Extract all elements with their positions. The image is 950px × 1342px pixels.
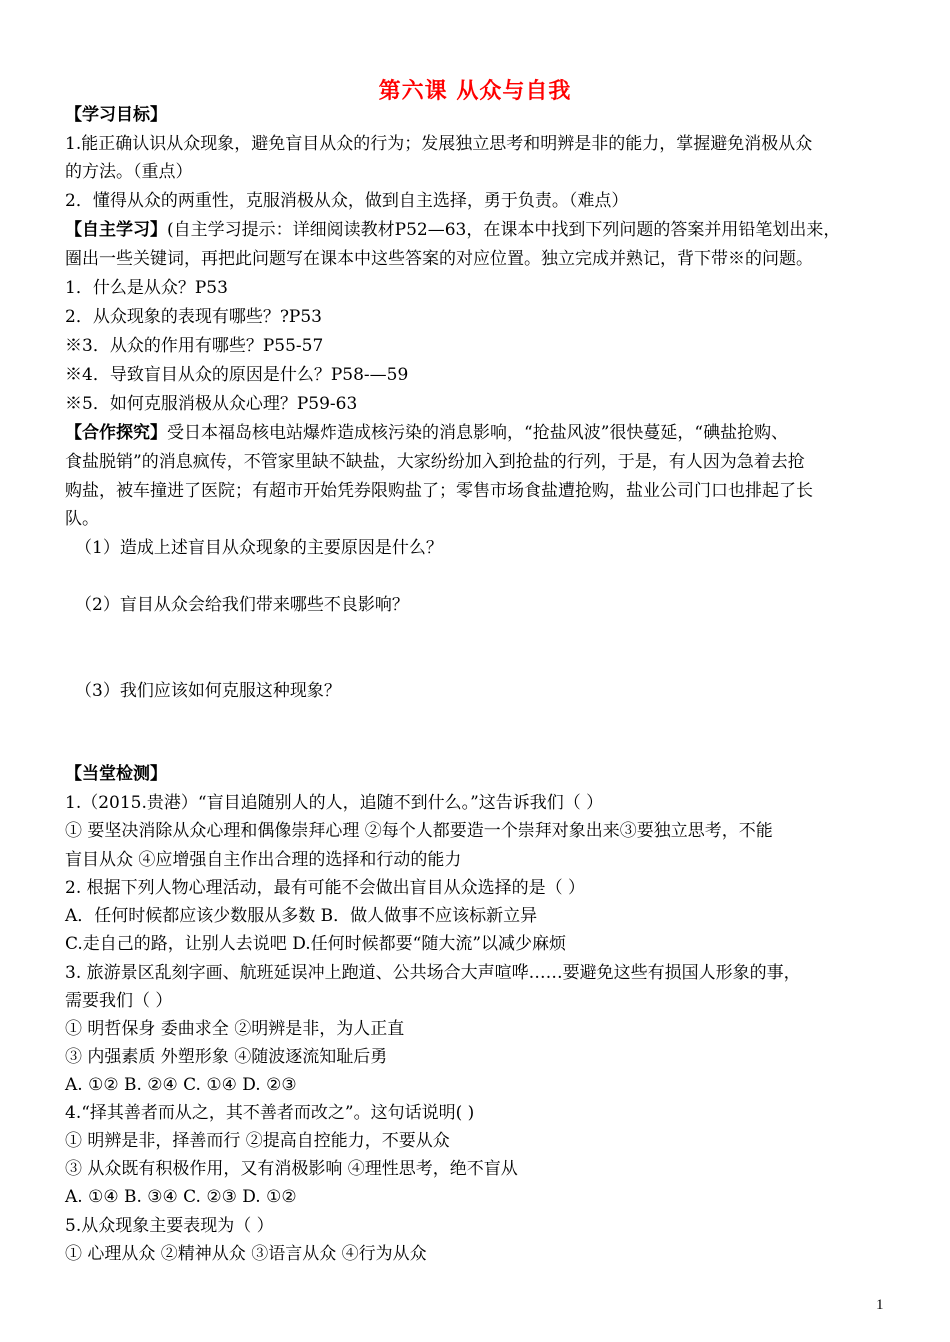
check-question-3: 3. 旅游景区乱刻字画、航班延误冲上跑道、公共场合大声喧哗……要避免这些有损国人形象的事，	[65, 963, 801, 983]
self-study-intro	[65, 219, 895, 241]
self-study-question-4: ※4．导致盲目从众的原因是什么？P58-—59	[65, 365, 409, 385]
check-question-2: 2. 根据下列人物心理活动，最有可能不会做出盲目从众选择的是（ ）	[65, 878, 586, 898]
check-question-5: 5.从众现象主要表现为（ ）	[65, 1216, 274, 1236]
self-study-intro-cont: 圈出一些关键词，再把此问题写在课本中这些答案的对应位置。独立完成并熟记，背下带※的问题。	[65, 249, 813, 269]
goal-item-2: 2．懂得从众的两重性，克服消极从众，做到自主选择，勇于负责。（难点）	[65, 191, 629, 211]
check-question-1-options: ① 要坚决消除从众心理和偶像崇拜心理 ②每个人都要造一个崇拜对象出来③要独立思考，不能	[65, 821, 773, 841]
check-question-5-options: ① 心理从众 ②精神从众 ③语言从众 ④行为从众	[65, 1244, 427, 1264]
cooperate-question-2: （2）盲目从众会给我们带来哪些不良影响？	[75, 595, 409, 615]
check-question-2-options-ab: A．任何时候都应该少数服从多数 B．做人做事不应该标新立异	[65, 906, 538, 926]
check-question-3-choices: A. ①② B. ②④ C. ①④ D. ②③	[65, 1075, 297, 1095]
self-study-question-1: 1．什么是从众？P53	[65, 278, 228, 298]
goal-item-1-cont: 的方法。（重点）	[65, 162, 193, 182]
self-study-question-5: ※5．如何克服消极从众心理？P59-63	[65, 394, 358, 414]
check-question-4-options-1: ① 明辨是非，择善而行 ②提高自控能力，不要从众	[65, 1131, 450, 1151]
check-question-1: 1.（2015.贵港）“盲目追随别人的人，追随不到什么。”这告诉我们（ ）	[65, 793, 604, 813]
self-study-intro-text: (自主学习提示：详细阅读教材P52—63，在课本中找到下列问题的答案并用铅笔划出来，	[167, 220, 841, 240]
check-question-3-options-1: ① 明哲保身 委曲求全 ②明辨是非，为人正直	[65, 1019, 405, 1039]
cooperate-question-3: （3）我们应该如何克服这种现象？	[75, 681, 341, 701]
goals-heading: 【学习目标】	[65, 105, 167, 125]
cooperate-text-line-3: 购盐，被车撞进了医院；有超市开始凭券限购盐了；零售市场食盐遭抢购，盐业公司门口也排起了长	[65, 481, 813, 501]
check-question-2-options-cd: C.走自己的路，让别人去说吧 D.任何时候都要“随大流”以减少麻烦	[65, 934, 567, 954]
page-number: 1	[876, 1297, 884, 1313]
cooperate-heading: 【合作探究】	[65, 423, 167, 443]
check-question-4: 4.“择其善者而从之，其不善者而改之”。这句话说明( )	[65, 1103, 475, 1123]
check-question-4-options-2: ③ 从众既有积极作用，又有消极影响 ④理性思考，绝不盲从	[65, 1159, 518, 1179]
check-question-3-cont: 需要我们（ ）	[65, 991, 173, 1011]
check-question-3-options-2: ③ 内强素质 外塑形象 ④随波逐流知耻后勇	[65, 1047, 388, 1067]
goal-item-1: 1.能正确认识从众现象，避免盲目从众的行为；发展独立思考和明辨是非的能力，掌握避免消极从众	[65, 134, 813, 154]
cooperate-text-line-1: 受日本福岛核电站爆炸造成核污染的消息影响，“抢盐风波”很快蔓延，“碘盐抢购、	[167, 423, 789, 443]
self-study-question-3: ※3．从众的作用有哪些？P55-57	[65, 336, 324, 356]
cooperate-text-line-2: 食盐脱销”的消息疯传，不管家里缺不缺盐，大家纷纷加入到抢盐的行列，于是，有人因为急着去抢	[65, 452, 805, 472]
check-heading: 【当堂检测】	[65, 764, 167, 784]
cooperate-question-1: （1）造成上述盲目从众现象的主要原因是什么？	[75, 538, 443, 558]
check-question-1-options-cont: 盲目从众 ④应增强自主作出合理的选择和行动的能力	[65, 850, 462, 870]
cooperate-paragraph	[65, 422, 895, 444]
self-study-heading: 【自主学习】	[65, 220, 167, 240]
check-question-4-choices: A. ①④ B. ③④ C. ②③ D. ①②	[65, 1187, 297, 1207]
self-study-question-2: 2．从众现象的表现有哪些？?P53	[65, 307, 322, 327]
page-title: 第六课 从众与自我	[378, 78, 572, 104]
cooperate-text-line-4: 队。	[65, 509, 99, 529]
